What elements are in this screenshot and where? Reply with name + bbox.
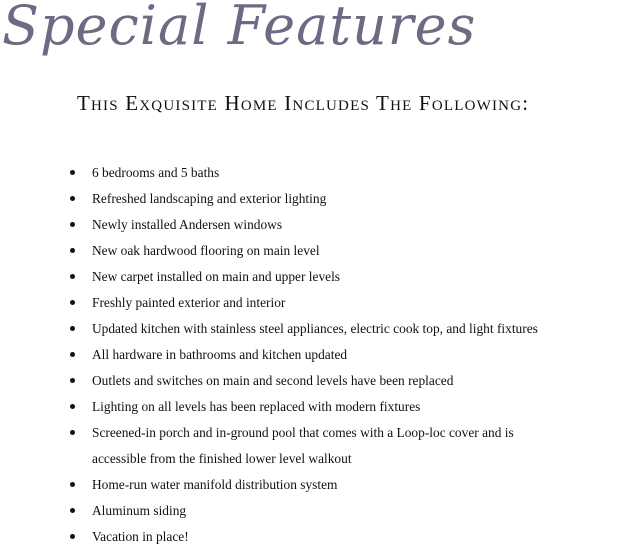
feature-text: Newly installed Andersen windows bbox=[92, 217, 283, 232]
feature-text: Vacation in place! bbox=[92, 529, 189, 544]
bullet-icon bbox=[70, 326, 75, 331]
feature-item bbox=[0, 212, 618, 238]
feature-item bbox=[0, 394, 618, 420]
bullet-icon bbox=[70, 378, 75, 383]
bullet-icon bbox=[70, 300, 75, 305]
feature-item bbox=[0, 472, 618, 498]
feature-item bbox=[0, 290, 618, 316]
bullet-icon bbox=[70, 196, 75, 201]
feature-text: Outlets and switches on main and second levels have been replaced bbox=[92, 373, 454, 388]
feature-item bbox=[0, 342, 618, 368]
bullet-icon bbox=[70, 508, 75, 513]
bullet-icon bbox=[70, 430, 75, 435]
bullet-icon bbox=[70, 248, 75, 253]
bullet-icon bbox=[70, 170, 75, 175]
feature-item bbox=[0, 368, 618, 394]
feature-text: Lighting on all levels has been replaced with modern fixtures bbox=[92, 399, 421, 414]
feature-text: Updated kitchen with stainless steel appliances, electric cook top, and light fixtures bbox=[92, 321, 538, 336]
features-list bbox=[0, 160, 618, 550]
feature-item bbox=[0, 498, 618, 524]
feature-text: 6 bedrooms and 5 baths bbox=[92, 165, 220, 180]
feature-text: Freshly painted exterior and interior bbox=[92, 295, 286, 310]
bullet-icon bbox=[70, 352, 75, 357]
feature-item bbox=[0, 316, 618, 342]
feature-item bbox=[0, 420, 562, 472]
feature-text: Aluminum siding bbox=[92, 503, 187, 518]
feature-item bbox=[0, 160, 618, 186]
feature-item bbox=[0, 264, 618, 290]
feature-text: Home-run water manifold distribution system bbox=[92, 477, 338, 492]
feature-item bbox=[0, 524, 618, 550]
bullet-icon bbox=[70, 482, 75, 487]
bullet-icon bbox=[70, 534, 75, 539]
bullet-icon bbox=[70, 274, 75, 279]
feature-text: Screened-in porch and in-ground pool that comes with a Loop-loc cover and is accessible from the finished lower level walkout bbox=[92, 425, 514, 466]
feature-text: All hardware in bathrooms and kitchen updated bbox=[92, 347, 348, 362]
feature-text: Refreshed landscaping and exterior lighting bbox=[92, 191, 327, 206]
feature-text: New carpet installed on main and upper levels bbox=[92, 269, 341, 284]
feature-text: New oak hardwood flooring on main level bbox=[92, 243, 320, 258]
page-subtitle: This Exquisite Home Includes The Following: bbox=[77, 91, 530, 115]
feature-item bbox=[0, 186, 618, 212]
bullet-icon bbox=[70, 404, 75, 409]
feature-item bbox=[0, 238, 618, 264]
page-title: Special Features bbox=[2, 0, 477, 57]
bullet-icon bbox=[70, 222, 75, 227]
